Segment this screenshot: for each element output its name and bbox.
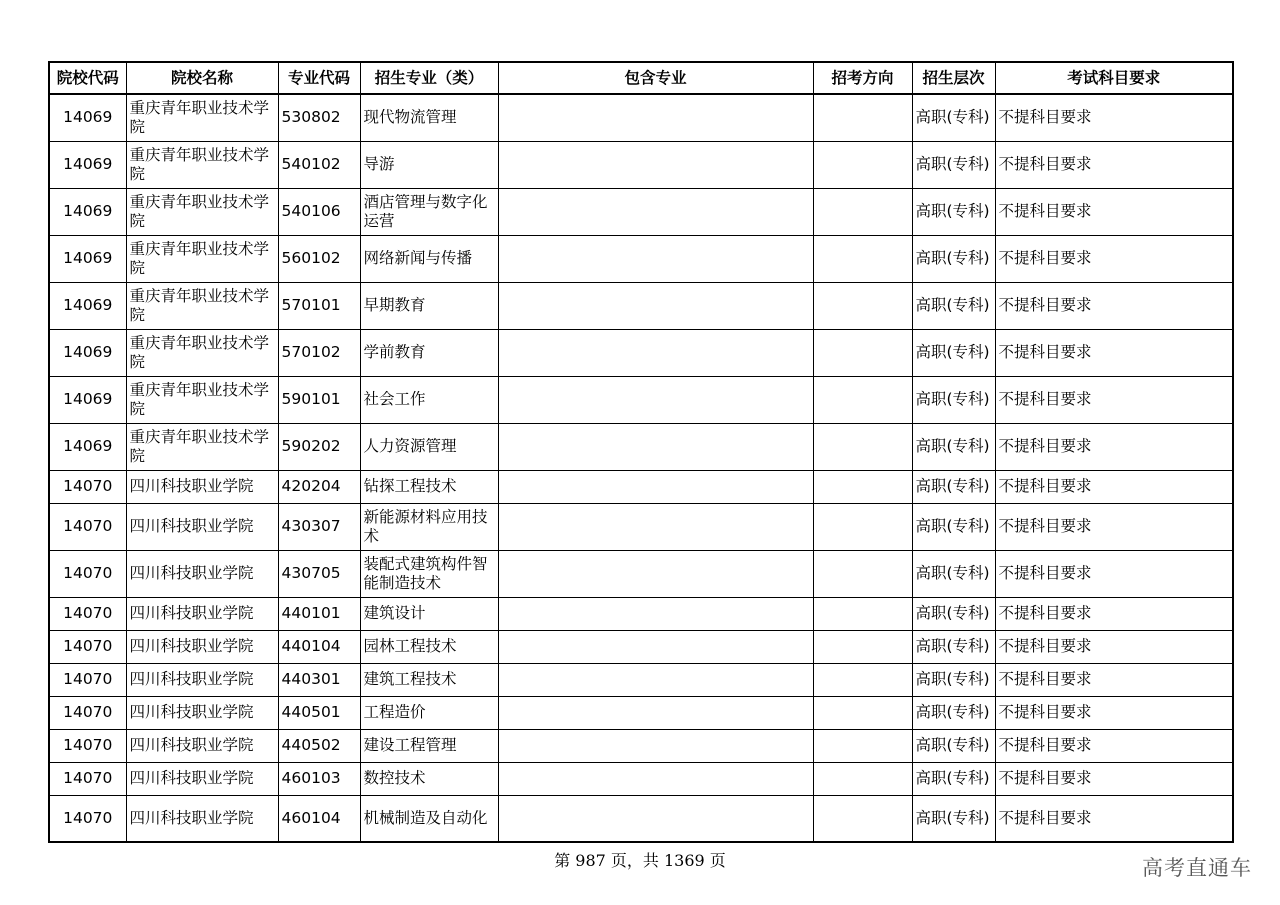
table-row — [49, 188, 1233, 235]
table-row — [49, 470, 1233, 503]
cell-school-code: 14070 — [49, 696, 126, 729]
cell-school-code: 14069 — [49, 376, 126, 423]
header-included-majors: 包含专业 — [498, 62, 813, 94]
table-row — [49, 282, 1233, 329]
cell-major-code: 560102 — [278, 235, 360, 282]
cell-school-code: 14069 — [49, 423, 126, 470]
cell-level: 高职(专科) — [912, 329, 995, 376]
cell-major-code: 570101 — [278, 282, 360, 329]
cell-included-majors — [498, 188, 813, 235]
cell-major: 早期教育 — [360, 282, 498, 329]
cell-level: 高职(专科) — [912, 141, 995, 188]
cell-subject-req: 不提科目要求 — [995, 94, 1233, 141]
cell-major: 社会工作 — [360, 376, 498, 423]
table-row — [49, 729, 1233, 762]
cell-major: 学前教育 — [360, 329, 498, 376]
cell-major-code: 590202 — [278, 423, 360, 470]
cell-included-majors — [498, 423, 813, 470]
cell-school-code: 14070 — [49, 503, 126, 550]
cell-subject-req: 不提科目要求 — [995, 663, 1233, 696]
cell-school-code: 14069 — [49, 141, 126, 188]
cell-subject-req: 不提科目要求 — [995, 376, 1233, 423]
cell-level: 高职(专科) — [912, 630, 995, 663]
cell-direction — [813, 795, 912, 842]
cell-included-majors — [498, 470, 813, 503]
cell-level: 高职(专科) — [912, 550, 995, 597]
cell-school-code: 14069 — [49, 329, 126, 376]
header-direction: 招考方向 — [813, 62, 912, 94]
cell-direction — [813, 663, 912, 696]
cell-major: 网络新闻与传播 — [360, 235, 498, 282]
cell-included-majors — [498, 141, 813, 188]
cell-school-code: 14070 — [49, 470, 126, 503]
cell-school-name: 重庆青年职业技术学院 — [126, 423, 278, 470]
cell-level: 高职(专科) — [912, 795, 995, 842]
cell-direction — [813, 597, 912, 630]
cell-direction — [813, 470, 912, 503]
cell-school-code: 14070 — [49, 795, 126, 842]
cell-school-name: 重庆青年职业技术学院 — [126, 188, 278, 235]
cell-level: 高职(专科) — [912, 503, 995, 550]
cell-direction — [813, 630, 912, 663]
table-row — [49, 376, 1233, 423]
cell-level: 高职(专科) — [912, 470, 995, 503]
header-subject-req: 考试科目要求 — [995, 62, 1233, 94]
table-row — [49, 141, 1233, 188]
cell-subject-req: 不提科目要求 — [995, 141, 1233, 188]
cell-subject-req: 不提科目要求 — [995, 503, 1233, 550]
table-row — [49, 597, 1233, 630]
cell-direction — [813, 762, 912, 795]
cell-school-name: 四川科技职业学院 — [126, 762, 278, 795]
cell-direction — [813, 141, 912, 188]
cell-school-name: 四川科技职业学院 — [126, 630, 278, 663]
cell-subject-req: 不提科目要求 — [995, 470, 1233, 503]
cell-level: 高职(专科) — [912, 762, 995, 795]
cell-direction — [813, 188, 912, 235]
cell-major: 导游 — [360, 141, 498, 188]
table-row — [49, 550, 1233, 597]
cell-school-name: 重庆青年职业技术学院 — [126, 94, 278, 141]
cell-school-name: 重庆青年职业技术学院 — [126, 141, 278, 188]
cell-major-code: 440501 — [278, 696, 360, 729]
cell-level: 高职(专科) — [912, 729, 995, 762]
cell-direction — [813, 329, 912, 376]
cell-school-name: 四川科技职业学院 — [126, 470, 278, 503]
cell-subject-req: 不提科目要求 — [995, 188, 1233, 235]
table-row — [49, 696, 1233, 729]
table-row — [49, 663, 1233, 696]
cell-major-code: 460104 — [278, 795, 360, 842]
cell-subject-req: 不提科目要求 — [995, 550, 1233, 597]
cell-subject-req: 不提科目要求 — [995, 729, 1233, 762]
table-row — [49, 630, 1233, 663]
cell-school-code: 14069 — [49, 235, 126, 282]
cell-subject-req: 不提科目要求 — [995, 630, 1233, 663]
cell-level: 高职(专科) — [912, 94, 995, 141]
cell-major: 钻探工程技术 — [360, 470, 498, 503]
cell-included-majors — [498, 663, 813, 696]
header-row — [49, 62, 1233, 94]
cell-included-majors — [498, 235, 813, 282]
cell-school-name: 重庆青年职业技术学院 — [126, 329, 278, 376]
header-major: 招生专业（类） — [360, 62, 498, 94]
cell-school-name: 重庆青年职业技术学院 — [126, 282, 278, 329]
cell-direction — [813, 376, 912, 423]
cell-major: 工程造价 — [360, 696, 498, 729]
table-row — [49, 94, 1233, 141]
cell-major: 机械制造及自动化 — [360, 795, 498, 842]
cell-major-code: 540106 — [278, 188, 360, 235]
cell-subject-req: 不提科目要求 — [995, 795, 1233, 842]
cell-major-code: 540102 — [278, 141, 360, 188]
cell-school-code: 14070 — [49, 630, 126, 663]
cell-level: 高职(专科) — [912, 282, 995, 329]
cell-major: 新能源材料应用技术 — [360, 503, 498, 550]
cell-major: 人力资源管理 — [360, 423, 498, 470]
cell-major: 装配式建筑构件智能制造技术 — [360, 550, 498, 597]
header-school-code: 院校代码 — [49, 62, 126, 94]
cell-major-code: 440104 — [278, 630, 360, 663]
cell-major-code: 430705 — [278, 550, 360, 597]
cell-school-name: 重庆青年职业技术学院 — [126, 376, 278, 423]
cell-major-code: 420204 — [278, 470, 360, 503]
cell-subject-req: 不提科目要求 — [995, 329, 1233, 376]
cell-included-majors — [498, 550, 813, 597]
cell-level: 高职(专科) — [912, 597, 995, 630]
cell-school-code: 14069 — [49, 188, 126, 235]
cell-major-code: 440101 — [278, 597, 360, 630]
cell-school-name: 重庆青年职业技术学院 — [126, 235, 278, 282]
cell-included-majors — [498, 503, 813, 550]
enrollment-table — [48, 61, 1234, 843]
cell-school-code: 14070 — [49, 729, 126, 762]
cell-level: 高职(专科) — [912, 423, 995, 470]
cell-direction — [813, 94, 912, 141]
cell-school-code: 14070 — [49, 663, 126, 696]
cell-included-majors — [498, 729, 813, 762]
cell-direction — [813, 282, 912, 329]
cell-included-majors — [498, 630, 813, 663]
cell-school-code: 14070 — [49, 550, 126, 597]
cell-school-code: 14069 — [49, 94, 126, 141]
cell-subject-req: 不提科目要求 — [995, 423, 1233, 470]
cell-major: 酒店管理与数字化运营 — [360, 188, 498, 235]
table-row — [49, 795, 1233, 842]
cell-major-code: 570102 — [278, 329, 360, 376]
cell-included-majors — [498, 696, 813, 729]
header-school-name: 院校名称 — [126, 62, 278, 94]
cell-major: 建设工程管理 — [360, 729, 498, 762]
table-row — [49, 503, 1233, 550]
cell-subject-req: 不提科目要求 — [995, 696, 1233, 729]
cell-school-name: 四川科技职业学院 — [126, 696, 278, 729]
table-row — [49, 235, 1233, 282]
cell-major-code: 430307 — [278, 503, 360, 550]
cell-school-code: 14069 — [49, 282, 126, 329]
cell-school-name: 四川科技职业学院 — [126, 729, 278, 762]
cell-direction — [813, 503, 912, 550]
cell-included-majors — [498, 94, 813, 141]
cell-subject-req: 不提科目要求 — [995, 762, 1233, 795]
cell-direction — [813, 423, 912, 470]
cell-level: 高职(专科) — [912, 376, 995, 423]
cell-level: 高职(专科) — [912, 235, 995, 282]
cell-school-name: 四川科技职业学院 — [126, 597, 278, 630]
cell-direction — [813, 235, 912, 282]
cell-included-majors — [498, 597, 813, 630]
cell-included-majors — [498, 329, 813, 376]
cell-subject-req: 不提科目要求 — [995, 597, 1233, 630]
cell-school-name: 四川科技职业学院 — [126, 663, 278, 696]
cell-school-code: 14070 — [49, 597, 126, 630]
cell-school-name: 四川科技职业学院 — [126, 550, 278, 597]
cell-major: 建筑设计 — [360, 597, 498, 630]
cell-school-code: 14070 — [49, 762, 126, 795]
cell-direction — [813, 729, 912, 762]
cell-major-code: 440502 — [278, 729, 360, 762]
cell-major-code: 530802 — [278, 94, 360, 141]
cell-included-majors — [498, 795, 813, 842]
table-body — [49, 94, 1233, 842]
cell-major-code: 460103 — [278, 762, 360, 795]
cell-direction — [813, 696, 912, 729]
cell-direction — [813, 550, 912, 597]
cell-included-majors — [498, 762, 813, 795]
cell-major-code: 440301 — [278, 663, 360, 696]
cell-school-name: 四川科技职业学院 — [126, 795, 278, 842]
cell-major: 现代物流管理 — [360, 94, 498, 141]
header-level: 招生层次 — [912, 62, 995, 94]
watermark: 高考直通车 — [1142, 856, 1252, 880]
table-row — [49, 762, 1233, 795]
cell-level: 高职(专科) — [912, 696, 995, 729]
cell-subject-req: 不提科目要求 — [995, 282, 1233, 329]
table-row — [49, 423, 1233, 470]
table-row — [49, 329, 1233, 376]
cell-included-majors — [498, 376, 813, 423]
cell-level: 高职(专科) — [912, 188, 995, 235]
cell-school-name: 四川科技职业学院 — [126, 503, 278, 550]
cell-major: 园林工程技术 — [360, 630, 498, 663]
cell-major: 建筑工程技术 — [360, 663, 498, 696]
cell-included-majors — [498, 282, 813, 329]
cell-level: 高职(专科) — [912, 663, 995, 696]
page-footer: 第 987 页，共 1369 页 — [554, 851, 726, 870]
cell-major-code: 590101 — [278, 376, 360, 423]
cell-subject-req: 不提科目要求 — [995, 235, 1233, 282]
cell-major: 数控技术 — [360, 762, 498, 795]
header-major-code: 专业代码 — [278, 62, 360, 94]
